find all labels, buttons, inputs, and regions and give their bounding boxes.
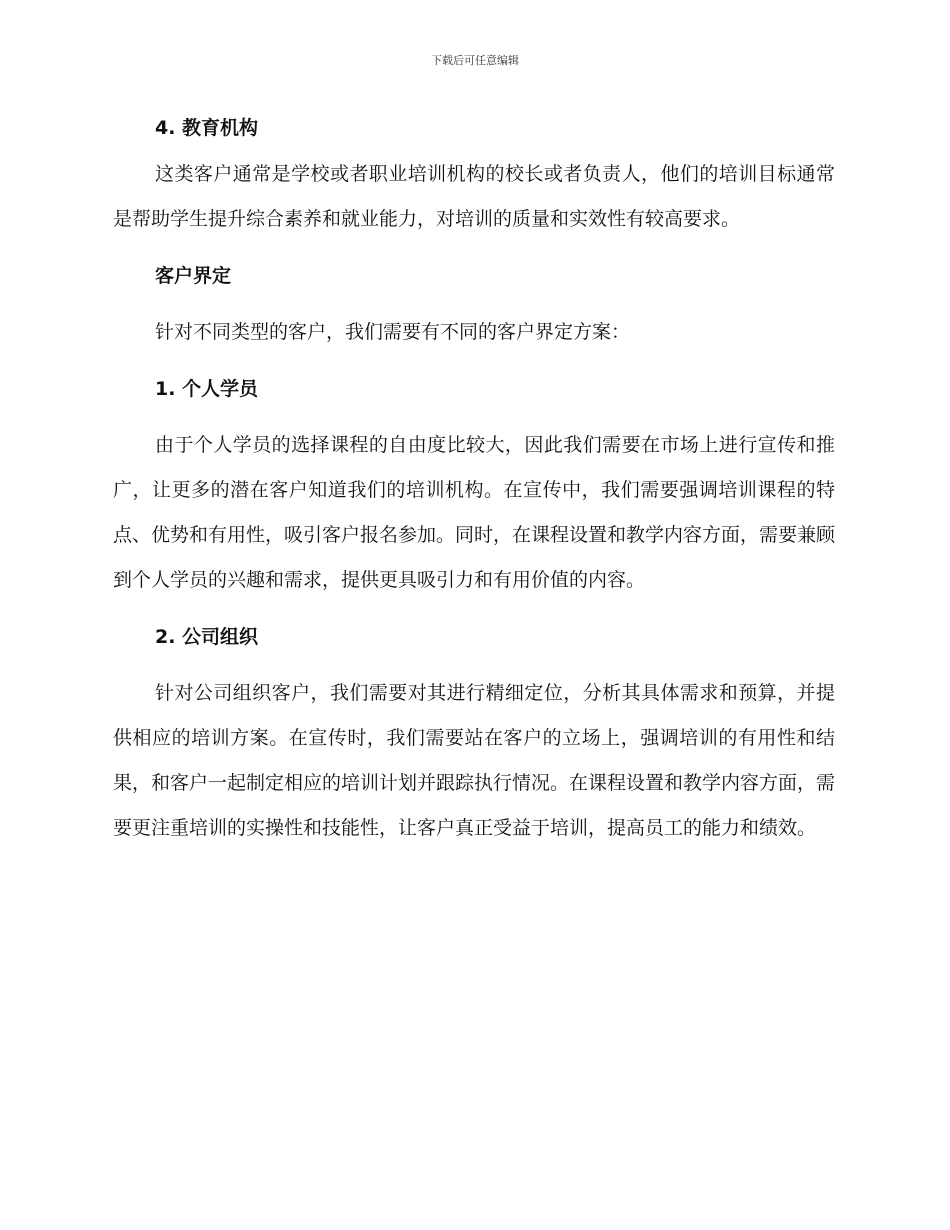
section-heading-education-institutions: 4. 教育机构: [155, 117, 259, 139]
section-heading-individual-students: 1. 个人学员: [155, 378, 259, 400]
section-paragraph-company-organizations: 针对公司组织客户，我们需要对其进行精细定位，分析其具体需求和预算，并提供相应的培训方案。在宣传时，我们需要站在客户的立场上，强调培训的有用性和结果，和客户一起制定相应的培训计划并跟踪执行情况。在课程设置和教学内容方面，需要更注重培训的实操性和技能性，让客户真正受益于培训，提高员工的能力和绩效。: [113, 682, 836, 839]
page-header-note: 下载后可任意编辑: [431, 54, 519, 67]
section-heading-company-organizations: 2. 公司组织: [155, 626, 259, 648]
section-paragraph-individual-students: 由于个人学员的选择课程的自由度比较大，因此我们需要在市场上进行宣传和推广，让更多的潜在客户知道我们的培训机构。在宣传中，我们需要强调培训课程的特点、优势和有用性，吸引客户报名参加。同时，在课程设置和教学内容方面，需要兼顾到个人学员的兴趣和需求，提供更具吸引力和有用价值的内容。: [113, 434, 836, 591]
section-paragraph-education-institutions: 这类客户通常是学校或者职业培训机构的校长或者负责人，他们的培训目标通常是帮助学生提升综合素养和就业能力，对培训的质量和实效性有较高要求。: [113, 163, 835, 230]
document-body: [113, 112, 835, 851]
section-heading-customer-definition: 客户界定: [155, 265, 232, 287]
section-paragraph-customer-definition: 针对不同类型的客户，我们需要有不同的客户界定方案：: [155, 321, 631, 343]
